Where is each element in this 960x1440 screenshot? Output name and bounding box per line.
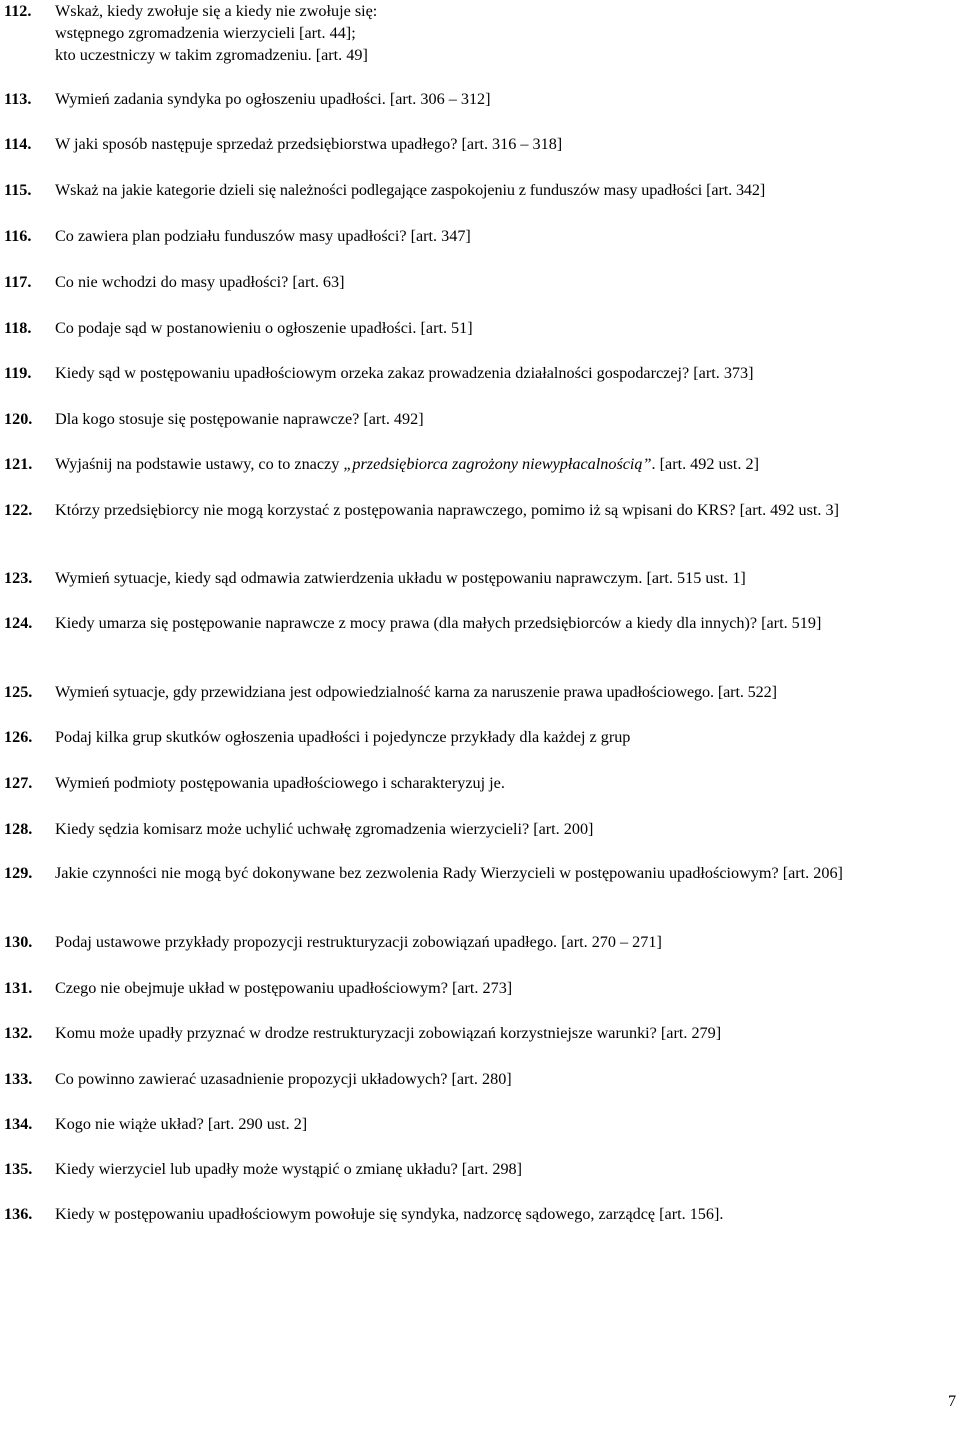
question-number: 131. (4, 979, 33, 997)
question-number: 130. (4, 933, 33, 951)
question-text: Co powinno zawierać uzasadnienie propozycji układowych? [art. 280] (55, 1070, 512, 1088)
question-text: Wymień zadania syndyka po ogłoszeniu upadłości. [art. 306 – 312] (55, 90, 491, 108)
page-number: 7 (948, 1392, 957, 1410)
question-number: 126. (4, 728, 33, 746)
question-text: Wymień sytuacje, gdy przewidziana jest odpowiedzialność karna za naruszenie prawa upadłościowego. [art. 522] (55, 683, 777, 701)
question-text: Kiedy wierzyciel lub upadły może wystąpić o zmianę układu? [art. 298] (55, 1160, 523, 1178)
question-text: Co podaje sąd w postanowieniu o ogłoszenie upadłości. [art. 51] (55, 319, 473, 337)
question-number: 119. (4, 364, 32, 382)
question-text: Czego nie obejmuje układ w postępowaniu upadłościowym? [art. 273] (55, 979, 513, 997)
question-text: Jakie czynności nie mogą być dokonywane bez zezwolenia Rady Wierzycieli w postępowaniu upadłościowym? [art. 206] (55, 864, 843, 882)
question-text: Wymień sytuacje, kiedy sąd odmawia zatwierdzenia układu w postępowaniu naprawczym. [art. 515 ust. 1] (55, 569, 746, 587)
question-text: Którzy przedsiębiorcy nie mogą korzystać z postępowania naprawczego, pomimo iż są wpisani do KRS? [art. 492 ust. 3] (55, 501, 839, 519)
question-number: 136. (4, 1205, 33, 1223)
question-number: 117. (4, 273, 32, 291)
question-text: Co nie wchodzi do masy upadłości? [art. 63] (55, 273, 345, 291)
question-text: Co zawiera plan podziału funduszów masy upadłości? [art. 347] (55, 227, 471, 245)
question-number: 128. (4, 820, 33, 838)
question-text: Kiedy sędzia komisarz może uchylić uchwałę zgromadzenia wierzycieli? [art. 200] (55, 820, 594, 838)
question-text: Kiedy umarza się postępowanie naprawcze z mocy prawa (dla małych przedsiębiorców a kiedy dla innych)? [art. 519] (55, 614, 822, 632)
question-text: Kogo nie wiąże układ? [art. 290 ust. 2] (55, 1115, 308, 1133)
question-number: 121. (4, 455, 33, 473)
question-number: 134. (4, 1115, 33, 1133)
question-number: 122. (4, 501, 33, 519)
question-number: 112. (4, 2, 32, 20)
emphasized-term: „przedsiębiorca zagrożony niewypłacalnością” (343, 455, 652, 473)
question-number: 113. (4, 90, 32, 108)
question-text: Wymień podmioty postępowania upadłościowego i scharakteryzuj je. (55, 774, 505, 792)
question-text: Komu może upadły przyznać w drodze restrukturyzacji zobowiązań korzystniejsze warunki? [art. 279] (55, 1024, 722, 1042)
question-text: Wskaż, kiedy zwołuje się a kiedy nie zwołuje się: wstępnego zgromadzenia wierzycieli [art. 44]; kto uczestniczy w takim zgromadzeniu. [art. 49] (55, 2, 378, 64)
question-number: 132. (4, 1024, 33, 1042)
question-text: Dla kogo stosuje się postępowanie naprawcze? [art. 492] (55, 410, 424, 428)
question-number: 124. (4, 614, 33, 632)
question-number: 118. (4, 319, 32, 337)
question-number: 116. (4, 227, 32, 245)
question-number: 123. (4, 569, 33, 587)
question-number: 135. (4, 1160, 33, 1178)
question-text: Kiedy w postępowaniu upadłościowym powołuje się syndyka, nadzorcę sądowego, zarządcę [art. 156]. (55, 1205, 724, 1223)
question-text: Wskaż na jakie kategorie dzieli się należności podlegające zaspokojeniu z funduszów masy upadłości [art. 342] (55, 181, 766, 199)
question-number: 120. (4, 410, 33, 428)
question-text: W jaki sposób następuje sprzedaż przedsiębiorstwa upadłego? [art. 316 – 318] (55, 135, 563, 153)
question-text: Podaj kilka grup skutków ogłoszenia upadłości i pojedyncze przykłady dla każdej z grup (55, 728, 631, 746)
question-number: 114. (4, 135, 32, 153)
question-number: 133. (4, 1070, 33, 1088)
question-number: 127. (4, 774, 33, 792)
question-number: 125. (4, 683, 33, 701)
question-number: 129. (4, 864, 33, 882)
question-text: Podaj ustawowe przykłady propozycji restrukturyzacji zobowiązań upadłego. [art. 270 – 271] (55, 933, 662, 951)
question-text: Wyjaśnij na podstawie ustawy, co to znaczy „przedsiębiorca zagrożony niewypłacalnością”. [art. 492 ust. 2] (55, 455, 759, 473)
question-number: 115. (4, 181, 32, 199)
question-text: Kiedy sąd w postępowaniu upadłościowym orzeka zakaz prowadzenia działalności gospodarczej? [art. 373] (55, 364, 754, 382)
